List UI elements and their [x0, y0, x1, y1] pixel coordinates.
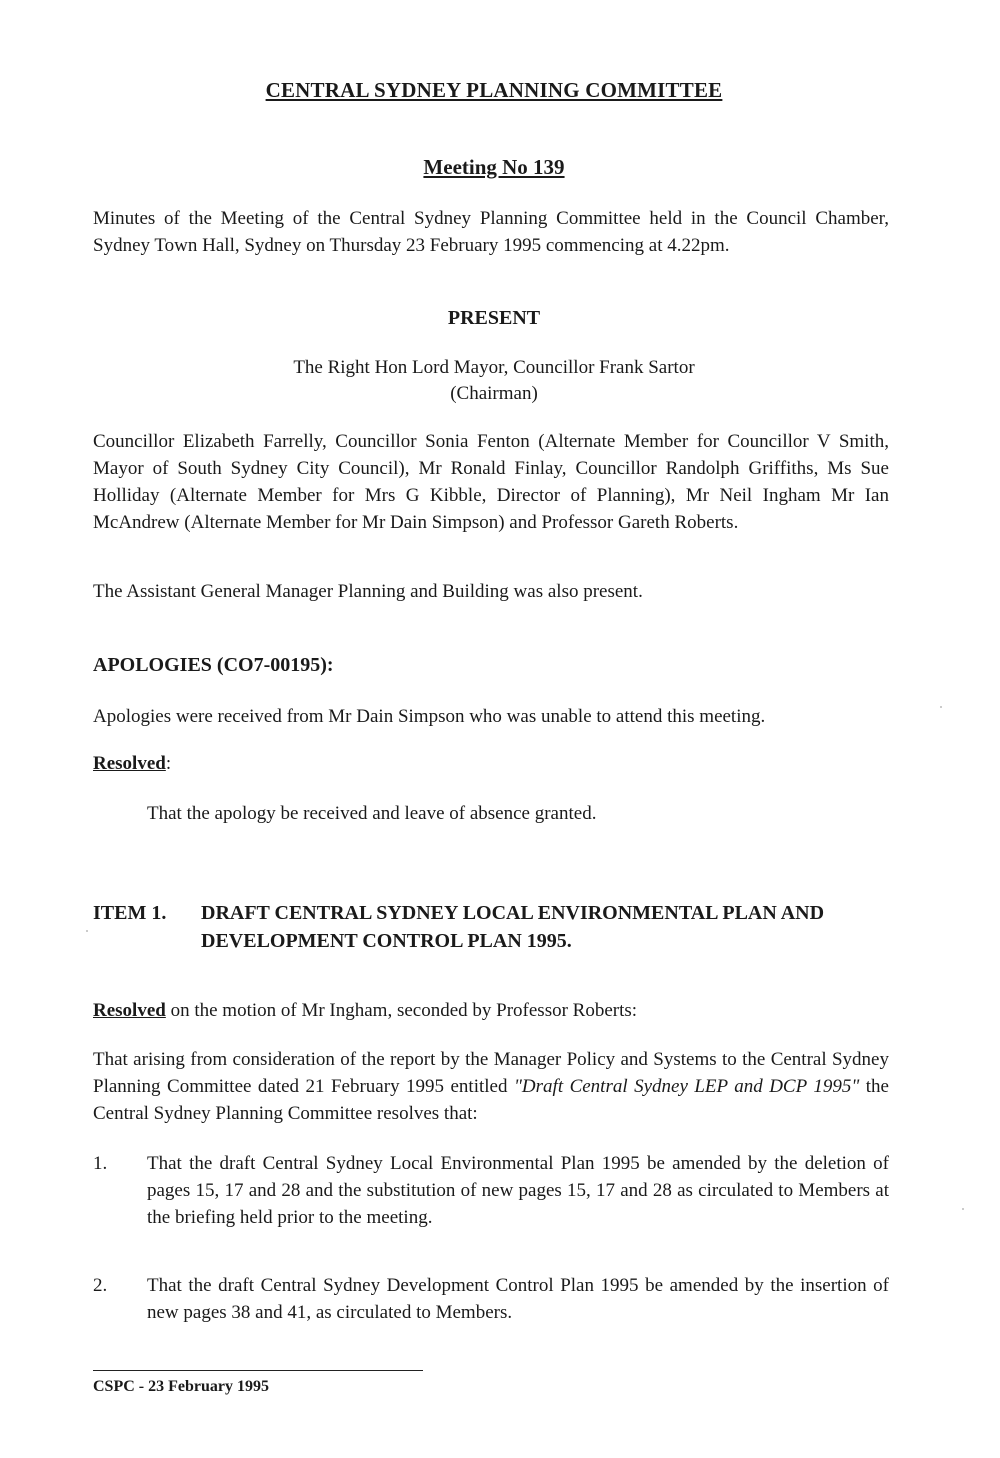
apologies-resolved	[93, 750, 889, 777]
point-2-text: That the draft Central Sydney Development Control Plan 1995 be amended by the insertion of new pages 38 and 41, as circulated to Members.	[147, 1275, 889, 1323]
apologies-text: Apologies were received from Mr Dain Simpson who was unable to attend this meeting.	[93, 706, 766, 727]
item-resolved-rest: on the motion of Mr Ingham, seconded by Professor Roberts:	[165, 1000, 638, 1021]
present-heading: PRESENT	[447, 307, 541, 329]
also-present-text: The Assistant General Manager Planning and Building was also present.	[93, 581, 643, 602]
item-resolved-motion	[93, 997, 889, 1024]
point-1-number: 1.	[93, 1153, 108, 1174]
item-intro-paragraph	[93, 1046, 889, 1127]
apologies-heading: APOLOGIES (CO7-00195):	[93, 654, 334, 676]
scan-speck	[962, 1208, 964, 1210]
resolved-label: Resolved	[93, 753, 166, 774]
apology-resolution: That the apology be received and leave of absence granted.	[147, 803, 597, 824]
item-title-line-2: DEVELOPMENT CONTROL PLAN 1995.	[201, 930, 572, 952]
item-intro-part-2: the Central Sydney Planning Committee resolves that:	[93, 1076, 889, 1124]
members-paragraph: Councillor Elizabeth Farrelly, Councillor Sonia Fenton (Alternate Member for Councillor V Smith, Mayor of South Sydney City Council), Mr Ronald Finlay, Councillor Randolph Griffiths, Ms Sue Holliday (Alternate Member for Mrs G Kibble, Director of Planning), Mr Neil Ingham Mr Ian McAndrew (Alternate Member for Mr Dain Simpson) and Professor Gareth Roberts.	[93, 431, 889, 533]
report-title: "Draft Central Sydney LEP and DCP 1995"	[513, 1076, 860, 1097]
resolved-colon: :	[165, 753, 172, 774]
footer-text: CSPC - 23 February 1995	[93, 1378, 269, 1395]
intro-paragraph: Minutes of the Meeting of the Central Sydney Planning Committee held in the Council Chamber, Sydney Town Hall, Sydney on Thursday 23 February 1995 commencing at 4.22pm.	[93, 208, 889, 256]
item-number: ITEM 1.	[93, 902, 167, 924]
footer-rule	[93, 1370, 423, 1371]
chair-line-1: The Right Hon Lord Mayor, Councillor Frank Sartor	[293, 357, 695, 378]
scan-speck	[940, 706, 942, 708]
point-2-number: 2.	[93, 1275, 108, 1296]
document-title: CENTRAL SYDNEY PLANNING COMMITTEE	[265, 78, 723, 102]
item-resolved-label: Resolved	[93, 1000, 166, 1021]
point-1-text: That the draft Central Sydney Local Environmental Plan 1995 be amended by the deletion of pages 15, 17 and 28 and the substitution of new pages 15, 17 and 28 as circulated to Members at the briefing held prior to the meeting.	[147, 1153, 889, 1228]
chair-line-2: (Chairman)	[450, 383, 538, 404]
scan-speck	[86, 930, 88, 932]
item-title	[201, 899, 901, 955]
meeting-number: Meeting No 139	[423, 155, 565, 179]
item-intro-part-1: That arising from consideration of the report by the Manager Policy and Systems to the Central Sydney Planning Committee dated 21 February 1995 entitled	[93, 1049, 889, 1097]
item-title-line-1: DRAFT CENTRAL SYDNEY LOCAL ENVIRONMENTAL PLAN AND	[201, 902, 825, 924]
